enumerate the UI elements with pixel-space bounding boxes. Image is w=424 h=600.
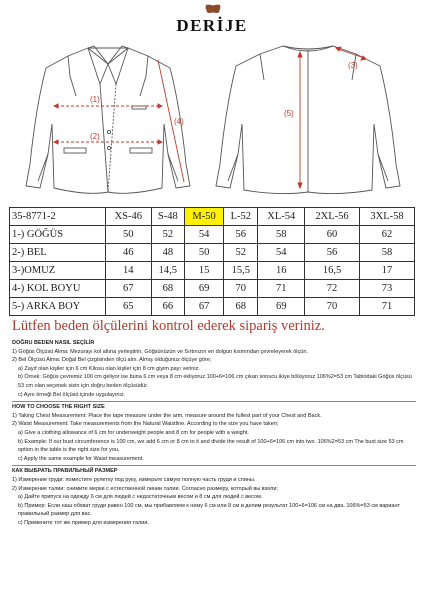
instruction-line: 2) Bel Ölçüsü Alma: Doğal Bel çizgisinden ölçü alın. Almış olduğunuz ölçüye göre; <box>12 357 212 364</box>
label-shoulder: (3) <box>348 61 358 70</box>
size-xs-header: XS-46 <box>106 208 152 226</box>
row-label: 3-)OMUZ <box>10 262 106 280</box>
table-cell: 52 <box>151 226 184 244</box>
header <box>0 4 424 38</box>
check-size-warning: Lütfen beden ölçülerini kontrol ederek sipariş veriniz. <box>12 318 325 334</box>
table-row <box>10 244 415 262</box>
table-cell: 58 <box>359 244 414 262</box>
table-cell: 16,5 <box>305 262 360 280</box>
table-cell: 16 <box>258 262 305 280</box>
table-cell: 71 <box>359 298 414 316</box>
instruction-line: 2) Waist Measurement: Take measurements from the Natural Waistline. According to the size you have taken; <box>12 421 279 428</box>
instruction-line: 2) Измерение талии: снимите мерки с естественной линии талии. Согласно размеру, который вы взяли; <box>12 485 278 492</box>
row-label: 4-) KOL BOYU <box>10 280 106 298</box>
table-cell: 69 <box>185 280 224 298</box>
instruction-line: 1) Измерение груди: поместите рулетку под руку, измерьте самую полную часть груди и спины. <box>12 476 256 483</box>
instruction-line: 1) Göğüs Ölçüsü Alma: Mezurayı kol altına yerleştirin, Göğsünüzün ve Sırtınızın en dolgun kısmından çevreleyerek ölçün. <box>12 348 308 355</box>
table-cell: 52 <box>224 244 258 262</box>
table-cell: 15 <box>185 262 224 280</box>
sizing-instructions <box>12 339 416 527</box>
table-cell: 65 <box>106 298 152 316</box>
table-cell: 68 <box>224 298 258 316</box>
label-waist: (2) <box>90 132 100 141</box>
size-header-row <box>10 208 415 226</box>
table-row <box>10 226 415 244</box>
instruction-line: а) Дайте припуск на одежду 6 см для людей с недостаточным весом и 8 см для людей с весом. <box>18 494 263 501</box>
leather-hide-logo-icon <box>204 4 222 14</box>
row-label: 5-) ARKA BOY <box>10 298 106 316</box>
table-cell: 69 <box>258 298 305 316</box>
size-3xl-header: 3XL-58 <box>359 208 414 226</box>
instruction-line: 1) Taking Chest Measurement: Place the tape measure under the arm, measure around the fullest part of your Chest and Back. <box>12 412 322 419</box>
table-cell: 54 <box>258 244 305 262</box>
size-chart-table <box>9 207 415 316</box>
size-2xl-header: 2XL-56 <box>305 208 360 226</box>
table-cell: 66 <box>151 298 184 316</box>
table-cell: 56 <box>224 226 258 244</box>
section-divider <box>12 401 416 402</box>
table-cell: 68 <box>151 280 184 298</box>
instruction-line: b) Örnek: Göğüs çevremiz 100 cm geliyor ise buna 6 cm veya 8 cm ekliyoruz 100+6=106 cm çıkan sonucu ikiye bölüyoruz 106%2=53 cm Tablodaki Göğüs ölçüsü 53 cm olan seçenek sizin için doğru beden ölçüsüdür. <box>18 374 412 389</box>
instruction-line: c) Apply the same example for Waist measurement. <box>18 455 144 462</box>
table-cell: 62 <box>359 226 414 244</box>
instruction-line: b) Example: If our bust circumference is 100 cm, we add 6 cm or 8 cm to it and divide the result of 100+6=106 cm into two. 106%2=53 cm The bust size 53 cm option in the table is the right size for you. <box>18 438 404 454</box>
table-cell: 17 <box>359 262 414 280</box>
instructions-english <box>12 403 416 463</box>
table-cell: 71 <box>258 280 305 298</box>
size-xl-header: XL-54 <box>258 208 305 226</box>
instruction-line: a) Give a clothing allowance of 6 cm for underweight people and 8 cm for people with a weight. <box>18 429 249 436</box>
instruction-line: a) Zayıf olan kişiler için 6 cm Kilosu olan kişiler için 8 cm giyim payı veriniz. <box>18 365 200 372</box>
table-cell: 50 <box>106 226 152 244</box>
size-m-header: M-50 <box>185 208 224 226</box>
table-row <box>10 262 415 280</box>
table-cell: 72 <box>305 280 360 298</box>
table-cell: 60 <box>305 226 360 244</box>
table-row <box>10 280 415 298</box>
section-divider <box>12 465 416 466</box>
table-cell: 46 <box>106 244 152 262</box>
instructions-russian <box>12 467 416 527</box>
size-s-header: S-48 <box>151 208 184 226</box>
label-back-length: (5) <box>284 109 294 118</box>
table-cell: 73 <box>359 280 414 298</box>
row-label: 2-) BEL <box>10 244 106 262</box>
table-cell: 67 <box>106 280 152 298</box>
row-label: 1-) GÖĞÜS <box>10 226 106 244</box>
instruction-line: b) Пример: Если наш обхват груди равен 100 см, мы прибавляем к нему 6 см или 8 см и делим результат 100+6=106 см на два. 106%=53 см вариант правильный размер для вас. <box>18 502 401 518</box>
table-row <box>10 298 415 316</box>
table-cell: 56 <box>305 244 360 262</box>
section-heading: DOĞRU BEDEN NASIL SEÇİLİR <box>12 340 95 346</box>
instructions-turkish <box>12 339 416 399</box>
table-cell: 15,5 <box>224 262 258 280</box>
table-cell: 70 <box>305 298 360 316</box>
jacket-front-illustration <box>26 46 190 193</box>
instruction-line: c) Примените тот же пример для измерения талии. <box>18 519 149 526</box>
table-cell: 14 <box>106 262 152 280</box>
brand-name: DERİJE <box>176 16 248 35</box>
front-measurement-lines <box>54 60 184 182</box>
jacket-diagram-svg <box>8 36 418 206</box>
jacket-back-illustration <box>216 46 400 194</box>
table-cell: 58 <box>258 226 305 244</box>
label-sleeve: (4) <box>174 117 184 126</box>
section-heading: КАК ВЫБРАТЬ ПРАВИЛЬНЫЙ РАЗМЕР <box>12 468 118 475</box>
size-l-header: L-52 <box>224 208 258 226</box>
table-cell: 54 <box>185 226 224 244</box>
model-code: 35-8771-2 <box>10 208 106 226</box>
table-cell: 14,5 <box>151 262 184 280</box>
table-cell: 50 <box>185 244 224 262</box>
section-heading: HOW TO CHOOSE THE RIGHT SIZE <box>12 404 105 411</box>
table-cell: 70 <box>224 280 258 298</box>
table-cell: 67 <box>185 298 224 316</box>
instruction-line: c) Aynı örneği Bel ölçüsü içinde uygulayınız. <box>18 391 126 398</box>
table-cell: 48 <box>151 244 184 262</box>
jacket-measurement-diagrams <box>8 36 418 206</box>
label-chest: (1) <box>90 95 100 104</box>
